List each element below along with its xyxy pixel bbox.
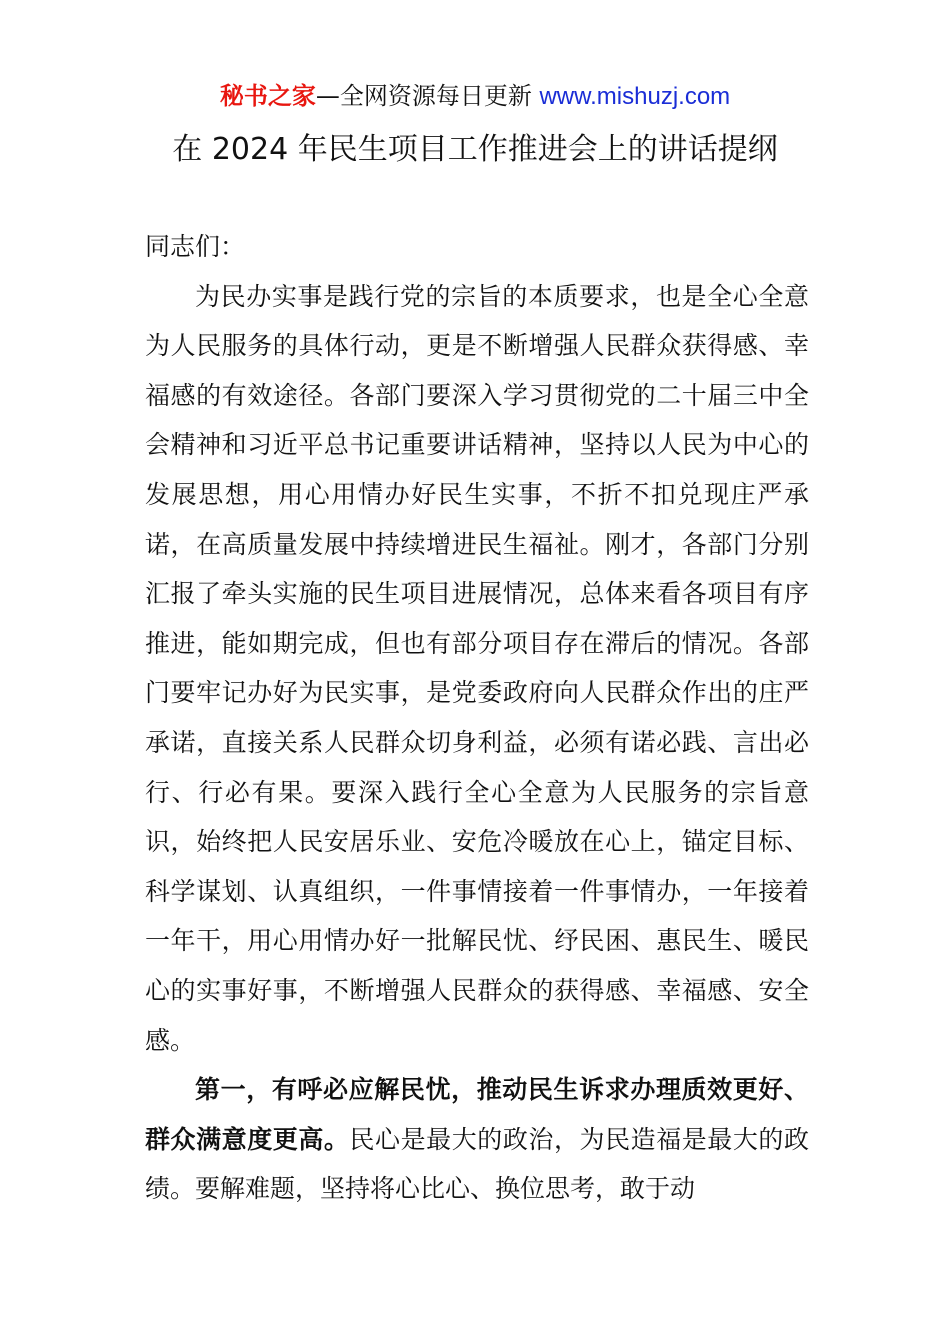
site-tagline: —全网资源每日更新 <box>315 82 540 110</box>
paragraph-first-point <box>145 1065 809 1214</box>
site-brand: 秘书之家 <box>219 82 316 110</box>
paragraph-lead: 第一，有呼必应解民忧，推动民生诉求办理质效更好、群众满意度更高。 <box>145 1075 809 1154</box>
site-url-link[interactable]: www.mishuzj.com <box>539 83 731 110</box>
document-body <box>145 222 809 1214</box>
document-title: 在 2024 年民生项目工作推进会上的讲话提纲 <box>172 132 778 167</box>
paragraph-intro: 为民办实事是践行党的宗旨的本质要求，也是全心全意为人民服务的具体行动，更是不断增强人民群众获得感、幸福感的有效途径。各部门要深入学习贯彻党的二十届三中全会精神和习近平总书记重要讲话精神，坚持以人民为中心的发展思想，用心用情办好民生实事，不折不扣兑现庄严承诺，在高质量发展中持续增进民生福祉。刚才，各部门分别汇报了牵头实施的民生项目进展情况，总体来看各项目有序推进，能如期完成，但也有部分项目存在滞后的情况。各部门要牢记办好为民实事，是党委政府向人民群众作出的庄严承诺，直接关系人民群众切身利益，必须有诺必践、言出必行、行必有果。要深入践行全心全意为人民服务的宗旨意识，始终把人民安居乐业、安危冷暖放在心上，锚定目标、科学谋划、认真组织，一件事情接着一件事情办，一年接着一年干，用心用情办好一批解民忧、纾民困、惠民生、暖民心的实事好事，不断增强人民群众的获得感、幸福感、安全感。 <box>145 281 809 1055</box>
site-header <box>0 80 950 113</box>
paragraph-body: 民心是最大的政治，为民造福是最大的政绩。要解难题，坚持将心比心、换位思考，敢于动 <box>145 1124 809 1204</box>
salutation: 同志们： <box>145 232 246 261</box>
